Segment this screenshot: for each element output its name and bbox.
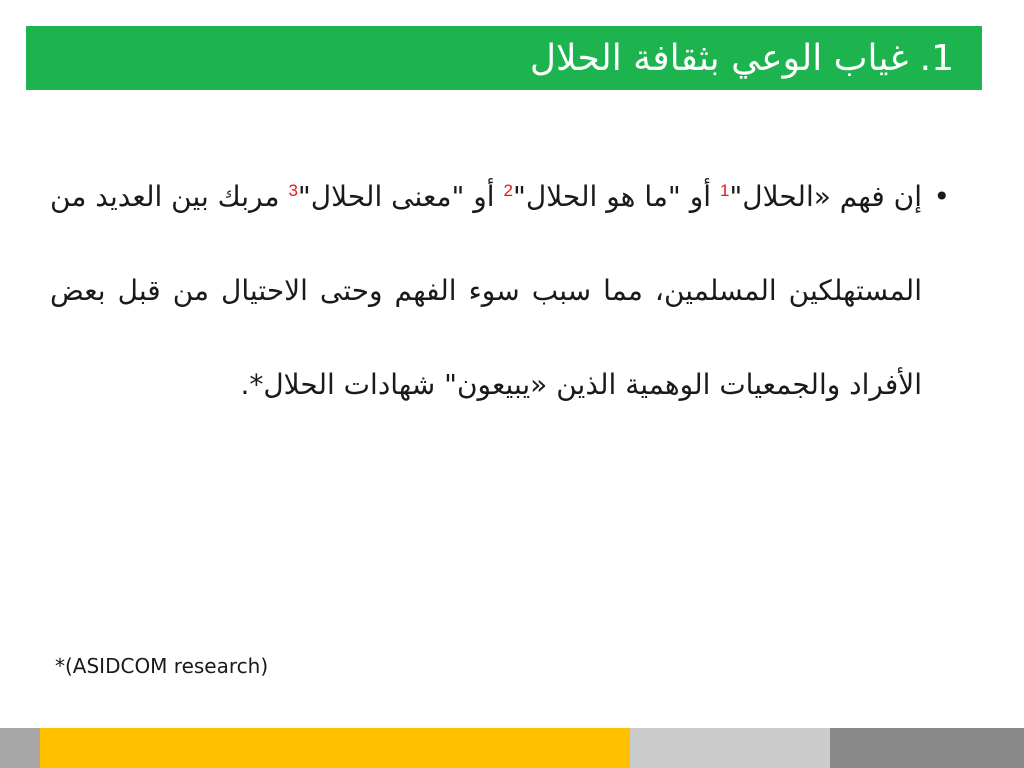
footer-bar-light-gray: [630, 728, 830, 768]
bullet-item: [50, 150, 950, 432]
source-footnote: *(ASIDCOM research): [55, 654, 269, 678]
paragraph-text-4: مربك بين العديد من المستهلكين المسلمين، مما سبب سوء الفهم وحتى الاحتيال من قبل بعض الأفراد والجمعيات الوهمية الذين «يبيعون" شهادات الحلال*.: [50, 180, 922, 401]
slide-content: [50, 150, 950, 432]
paragraph-text-1: إن فهم «الحلال": [729, 180, 922, 213]
bullet-icon: •: [933, 180, 950, 213]
footer-bar-yellow: [40, 728, 630, 768]
paragraph-text-3: أو "معنى الحلال": [297, 180, 504, 213]
paragraph-text-2: أو "ما هو الحلال": [512, 180, 720, 213]
footer-bar-dark-gray: [830, 728, 1024, 768]
footnote-ref-2: 2: [503, 181, 513, 200]
bullet-paragraph: [50, 150, 922, 432]
footer-bar-gray: [0, 728, 40, 768]
slide-title: 1. غياب الوعي بثقافة الحلال: [529, 37, 954, 79]
footnote-ref-3: 3: [288, 181, 298, 200]
footnote-ref-1: 1: [719, 181, 730, 200]
slide-title-bar: [26, 26, 982, 90]
